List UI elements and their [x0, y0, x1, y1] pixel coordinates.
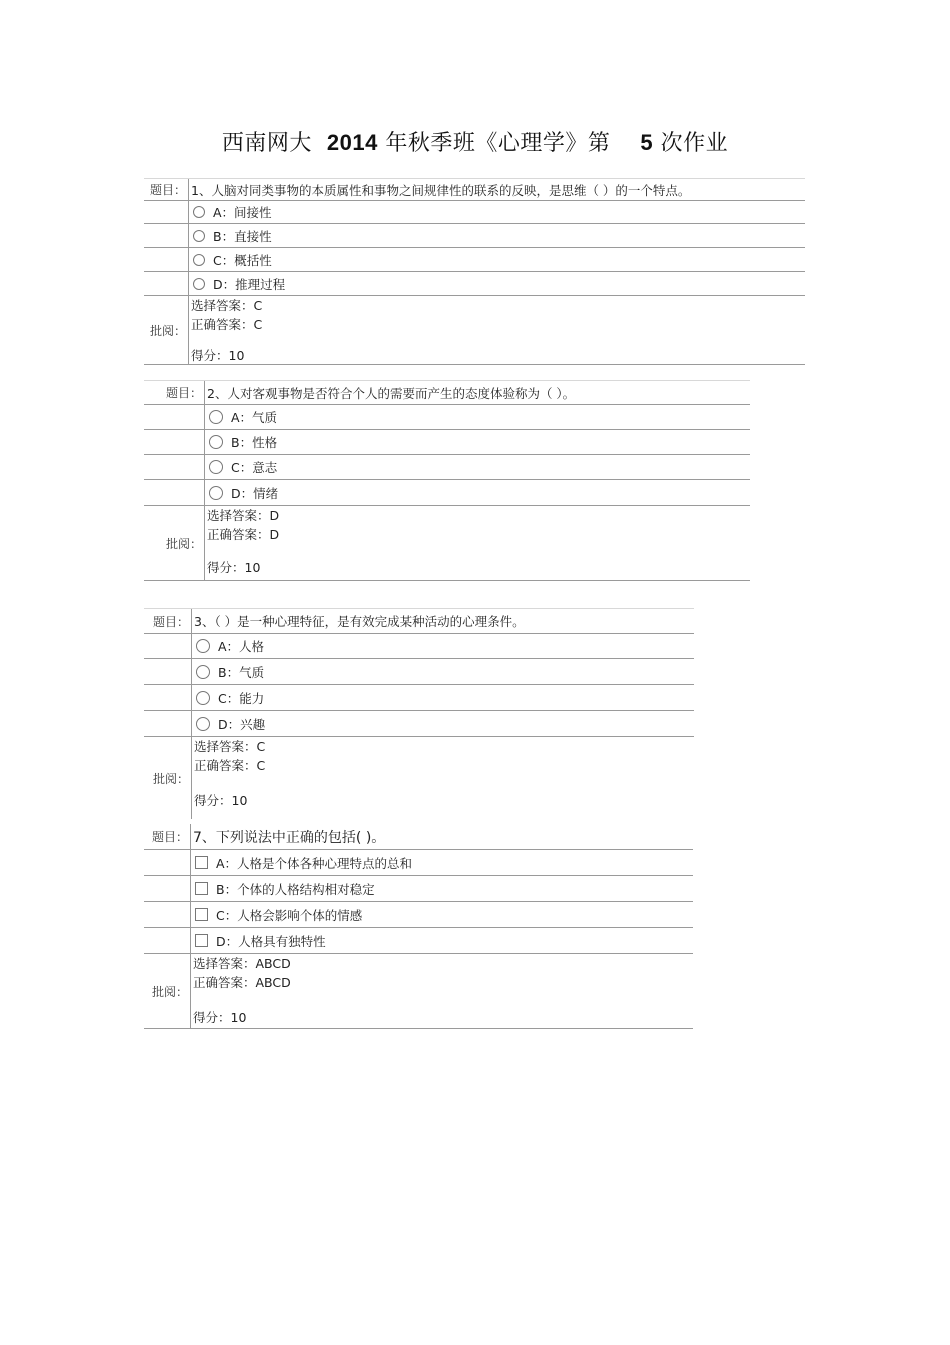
option-label: A：间接性	[213, 205, 272, 220]
checkbox[interactable]	[195, 934, 208, 947]
option-row-d[interactable]	[144, 480, 750, 506]
option-label: C：能力	[218, 690, 265, 706]
selected-answer: 选择答案：C	[194, 739, 266, 754]
radio-button[interactable]	[196, 717, 210, 731]
option-label: A：人格是个体各种心理特点的总和	[216, 855, 413, 871]
checkbox[interactable]	[195, 908, 208, 921]
review-row	[144, 296, 805, 364]
question-text: 2、人对客观事物是否符合个人的需要而产生的态度体验称为（ ）。	[207, 385, 576, 401]
question-row	[144, 178, 805, 201]
option-label: D：人格具有独特性	[216, 933, 326, 949]
correct-answer: 正确答案：C	[191, 317, 263, 332]
radio-button[interactable]	[193, 254, 205, 266]
radio-button[interactable]	[209, 460, 223, 474]
question-block-1	[144, 178, 805, 365]
divider	[144, 364, 805, 365]
selected-answer: 选择答案：C	[191, 298, 263, 313]
correct-answer: 正确答案：D	[207, 527, 280, 542]
page-title: 西南网大 2014 年秋季班《心理学》第 5 次作业	[221, 130, 729, 156]
option-label: B：直接性	[213, 228, 272, 244]
radio-button[interactable]	[196, 639, 210, 653]
option-row-c[interactable]	[144, 248, 805, 272]
question-block-7	[144, 824, 693, 1029]
radio-button[interactable]	[193, 278, 205, 290]
question-label: 题目：	[144, 381, 205, 404]
option-label: B：个体的人格结构相对稳定	[216, 881, 375, 897]
option-row-c[interactable]	[144, 902, 693, 928]
question-label: 题目：	[144, 179, 189, 200]
divider	[144, 1028, 693, 1029]
radio-button[interactable]	[193, 206, 205, 218]
option-row-a[interactable]	[144, 850, 693, 876]
question-row	[144, 380, 750, 405]
option-label: A：人格	[218, 639, 265, 654]
option-row-d[interactable]	[144, 928, 693, 954]
review-row	[144, 737, 694, 819]
option-row-b[interactable]	[144, 430, 750, 455]
question-block-2	[144, 380, 750, 581]
review-label: 批阅：	[144, 296, 189, 364]
option-label: B：性格	[231, 435, 278, 450]
option-label: D：情绪	[231, 485, 279, 501]
option-row-a[interactable]	[144, 405, 750, 430]
question-row	[144, 608, 694, 634]
score: 得分：10	[207, 560, 261, 575]
option-row-b[interactable]	[144, 224, 805, 248]
divider	[144, 580, 750, 581]
review-row	[144, 506, 750, 580]
question-label: 题目：	[144, 824, 191, 849]
review-row	[144, 954, 693, 1028]
radio-button[interactable]	[193, 230, 205, 242]
option-row-c[interactable]	[144, 685, 694, 711]
option-row-b[interactable]	[144, 876, 693, 902]
question-text: 1、人脑对同类事物的本质属性和事物之间规律性的联系的反映，是思维（ ）的一个特点。	[191, 182, 691, 198]
option-row-b[interactable]	[144, 659, 694, 685]
option-label: D：兴趣	[218, 716, 266, 732]
selected-answer: 选择答案：ABCD	[193, 956, 291, 971]
option-row-c[interactable]	[144, 455, 750, 480]
score: 得分：10	[193, 1010, 247, 1025]
option-label: B：气质	[218, 664, 265, 680]
option-label: D：推理过程	[213, 276, 286, 292]
review-label: 批阅：	[144, 506, 205, 580]
review-label: 批阅：	[144, 737, 192, 819]
checkbox[interactable]	[195, 882, 208, 895]
option-label: C：意志	[231, 460, 278, 475]
option-label: C：人格会影响个体的情感	[216, 907, 363, 923]
option-label: A：气质	[231, 410, 278, 425]
radio-button[interactable]	[196, 691, 210, 705]
radio-button[interactable]	[209, 435, 223, 449]
review-label: 批阅：	[144, 954, 191, 1028]
question-label: 题目：	[144, 609, 192, 633]
option-row-a[interactable]	[144, 201, 805, 224]
question-row	[144, 824, 693, 850]
checkbox[interactable]	[195, 856, 208, 869]
score: 得分：10	[194, 793, 248, 808]
score: 得分：10	[191, 348, 245, 363]
option-row-d[interactable]	[144, 272, 805, 296]
option-row-a[interactable]	[144, 634, 694, 659]
correct-answer: 正确答案：ABCD	[193, 975, 291, 990]
option-row-d[interactable]	[144, 711, 694, 737]
question-text: 3、（ ）是一种心理特征，是有效完成某种活动的心理条件。	[194, 614, 525, 629]
question-block-3	[144, 608, 694, 819]
correct-answer: 正确答案：C	[194, 758, 266, 773]
selected-answer: 选择答案：D	[207, 508, 280, 523]
radio-button[interactable]	[209, 410, 223, 424]
question-text: 7、下列说法中正确的包括( )。	[193, 829, 386, 846]
radio-button[interactable]	[209, 486, 223, 500]
radio-button[interactable]	[196, 665, 210, 679]
option-label: C：概括性	[213, 252, 272, 268]
